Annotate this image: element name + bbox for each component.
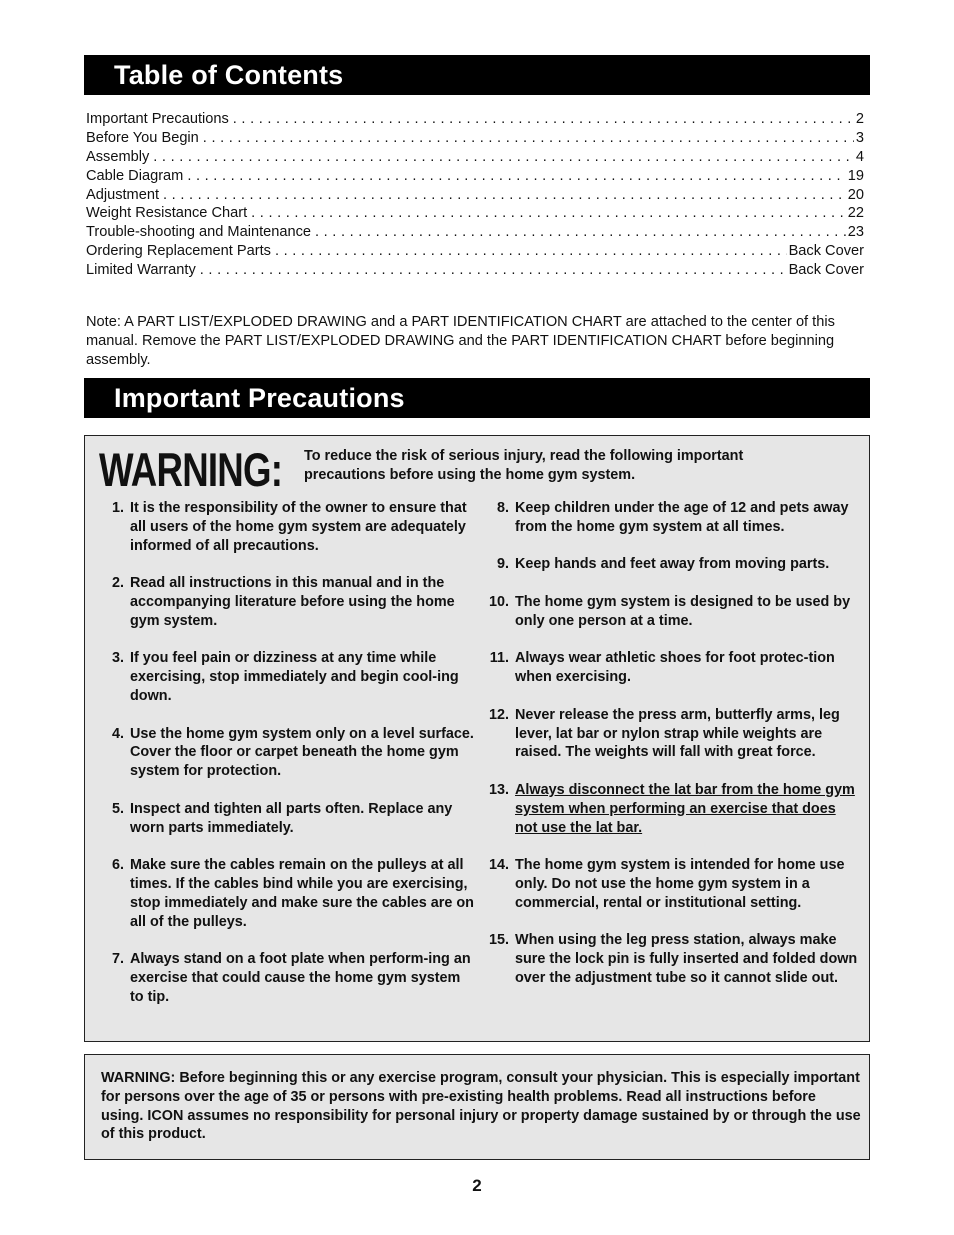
precaution-number: 9. <box>496 556 509 573</box>
toc-leader <box>251 205 846 221</box>
precaution-number: 10. <box>489 593 510 610</box>
precaution-text: The home gym system is intended for home use only. Do not use the home gym system in a commercial, rental or institutional setting. <box>515 857 845 911</box>
precaution-text: Always stand on a foot plate when perform-ing an exercise that could cause the home gym system to tip. <box>130 951 471 1005</box>
precaution-item <box>489 649 861 687</box>
precaution-number: 7. <box>111 951 124 968</box>
precaution-text: Inspect and tighten all parts often. Replace any worn parts immediately. <box>130 800 453 836</box>
toc-entry[interactable] <box>86 168 864 187</box>
toc-entry-label: Important Precautions <box>86 111 229 127</box>
toc-entry-label: Ordering Replacement Parts <box>86 243 271 260</box>
precaution-text: The home gym system is designed to be used by only one person at a time. <box>515 593 851 629</box>
precaution-item <box>107 499 477 555</box>
toc-entry-page: 20 <box>847 186 864 203</box>
precaution-item <box>107 950 477 1006</box>
precaution-item <box>489 781 861 837</box>
precaution-text: Keep hands and feet away from moving parts. <box>515 556 830 573</box>
toc-entry[interactable] <box>86 130 864 149</box>
toc-entry-page: 4 <box>855 148 864 165</box>
precaution-number: 6. <box>111 857 124 874</box>
toc-entry-label: Cable Diagram <box>86 167 184 184</box>
toc-entry-label: Trouble-shooting and Maintenance <box>86 224 311 241</box>
precaution-number: 5. <box>111 800 124 817</box>
page-number: 2 <box>472 1176 482 1195</box>
precaution-number: 15. <box>489 932 510 949</box>
toc-entry[interactable] <box>86 205 864 224</box>
precaution-item <box>107 800 477 838</box>
precaution-number: 3. <box>111 650 124 667</box>
precaution-number: 8. <box>496 500 509 516</box>
precautions-left-column <box>107 499 477 1025</box>
toc-entry-page: 19 <box>847 167 864 184</box>
precaution-number: 1. <box>111 500 124 516</box>
toc-entry-page: 22 <box>847 205 864 222</box>
precaution-text-underlined: Always disconnect the lat bar from the home gym system when performing an exercise that does not use the lat bar. <box>515 781 855 836</box>
precaution-text: Never release the press arm, butterfly arms, leg lever, lat bar or nylon strap while weights are raised. The weights will fall with great force. <box>515 706 840 761</box>
toc-entry-page: Back Cover <box>788 262 864 279</box>
precaution-item <box>107 725 477 781</box>
toc-title: Table of Contents <box>114 60 344 90</box>
toc-entry-page: Back Cover <box>788 243 864 260</box>
precaution-number: 13. <box>489 781 510 798</box>
toc-entry-page: 2 <box>855 111 864 127</box>
toc-note: Note: A PART LIST/EXPLODED DRAWING and a PART IDENTIFICATION CHART are attached to the center of this manual. Remove the PART LIST/EXPLODED DRAWING and the PART IDENTIFICATION CHART before beginning assembly. <box>86 313 835 368</box>
toc-entry[interactable] <box>86 149 864 168</box>
precaution-text: Always wear athletic shoes for foot protec-tion when exercising. <box>515 650 835 686</box>
precaution-item <box>107 649 477 705</box>
precaution-number: 14. <box>489 857 510 874</box>
precaution-text: It is the responsibility of the owner to ensure that all users of the home gym system are adequately informed of all precautions. <box>130 500 467 554</box>
precaution-item <box>489 499 861 537</box>
toc-entry-page: 3 <box>855 129 864 146</box>
toc-leader <box>153 149 854 165</box>
precaution-item <box>107 856 477 931</box>
precaution-number: 12. <box>489 706 510 723</box>
toc-leader <box>233 111 854 127</box>
toc-entry-page: 23 <box>847 224 864 241</box>
precaution-text: Make sure the cables remain on the pulleys at all times. If the cables bind while you are exercising, stop immediately and make sure the cables are on all of the pulleys. <box>130 857 474 930</box>
precaution-text: Keep children under the age of 12 and pets away from the home gym system at all times. <box>515 500 849 535</box>
toc-entry[interactable] <box>86 187 864 206</box>
physician-warning-text: WARNING: Before beginning this or any exercise program, consult your physician. This is especially important for persons over the age of 35 or persons with pre-existing health problems. Read all instructions before using. ICON assumes no responsibility for personal injury or property damage sustained by or through the use of this product. <box>101 1070 861 1143</box>
precaution-item <box>489 931 861 987</box>
toc-leader <box>315 224 846 240</box>
toc-list <box>86 111 864 281</box>
precautions-right-column <box>489 499 861 1007</box>
toc-entry[interactable] <box>86 224 864 243</box>
physician-warning-box <box>84 1054 870 1160</box>
precaution-text: Use the home gym system only on a level surface. Cover the floor or carpet beneath the home gym system for protection. <box>130 725 474 780</box>
toc-leader <box>203 130 854 146</box>
precautions-header <box>84 378 870 418</box>
precaution-number: 11. <box>489 650 509 667</box>
toc-entry-label: Limited Warranty <box>86 262 196 279</box>
warning-word: WARNING: <box>99 443 283 496</box>
toc-entry-label: Adjustment <box>86 186 160 203</box>
toc-entry[interactable] <box>86 262 864 281</box>
precaution-item <box>489 555 861 574</box>
toc-header <box>84 55 870 95</box>
precaution-item <box>489 856 861 912</box>
toc-entry[interactable] <box>86 111 864 130</box>
toc-leader <box>275 243 787 259</box>
toc-leader <box>187 168 845 184</box>
precaution-text: When using the leg press station, always make sure the lock pin is fully inserted and folded down over the adjustment tube so it cannot slide out. <box>515 932 858 986</box>
precaution-number: 2. <box>111 575 124 592</box>
precaution-item <box>489 706 861 762</box>
warning-box <box>84 435 870 1042</box>
precaution-number: 4. <box>111 725 124 742</box>
precaution-item <box>489 593 861 631</box>
toc-entry[interactable] <box>86 243 864 262</box>
precaution-item <box>107 574 477 630</box>
toc-entry-label: Before You Begin <box>86 129 199 146</box>
toc-entry-label: Weight Resistance Chart <box>86 205 248 222</box>
toc-leader <box>200 262 787 278</box>
toc-leader <box>163 187 846 203</box>
precaution-text: Read all instructions in this manual and in the accompanying literature before using the home gym system. <box>130 575 455 629</box>
warning-intro: To reduce the risk of serious injury, read the following important precautions before using the home gym system. <box>304 448 744 483</box>
toc-entry-label: Assembly <box>86 148 150 165</box>
precaution-text: If you feel pain or dizziness at any time while exercising, stop immediately and begin cool-ing down. <box>130 650 459 704</box>
precautions-title: Important Precautions <box>114 383 405 413</box>
